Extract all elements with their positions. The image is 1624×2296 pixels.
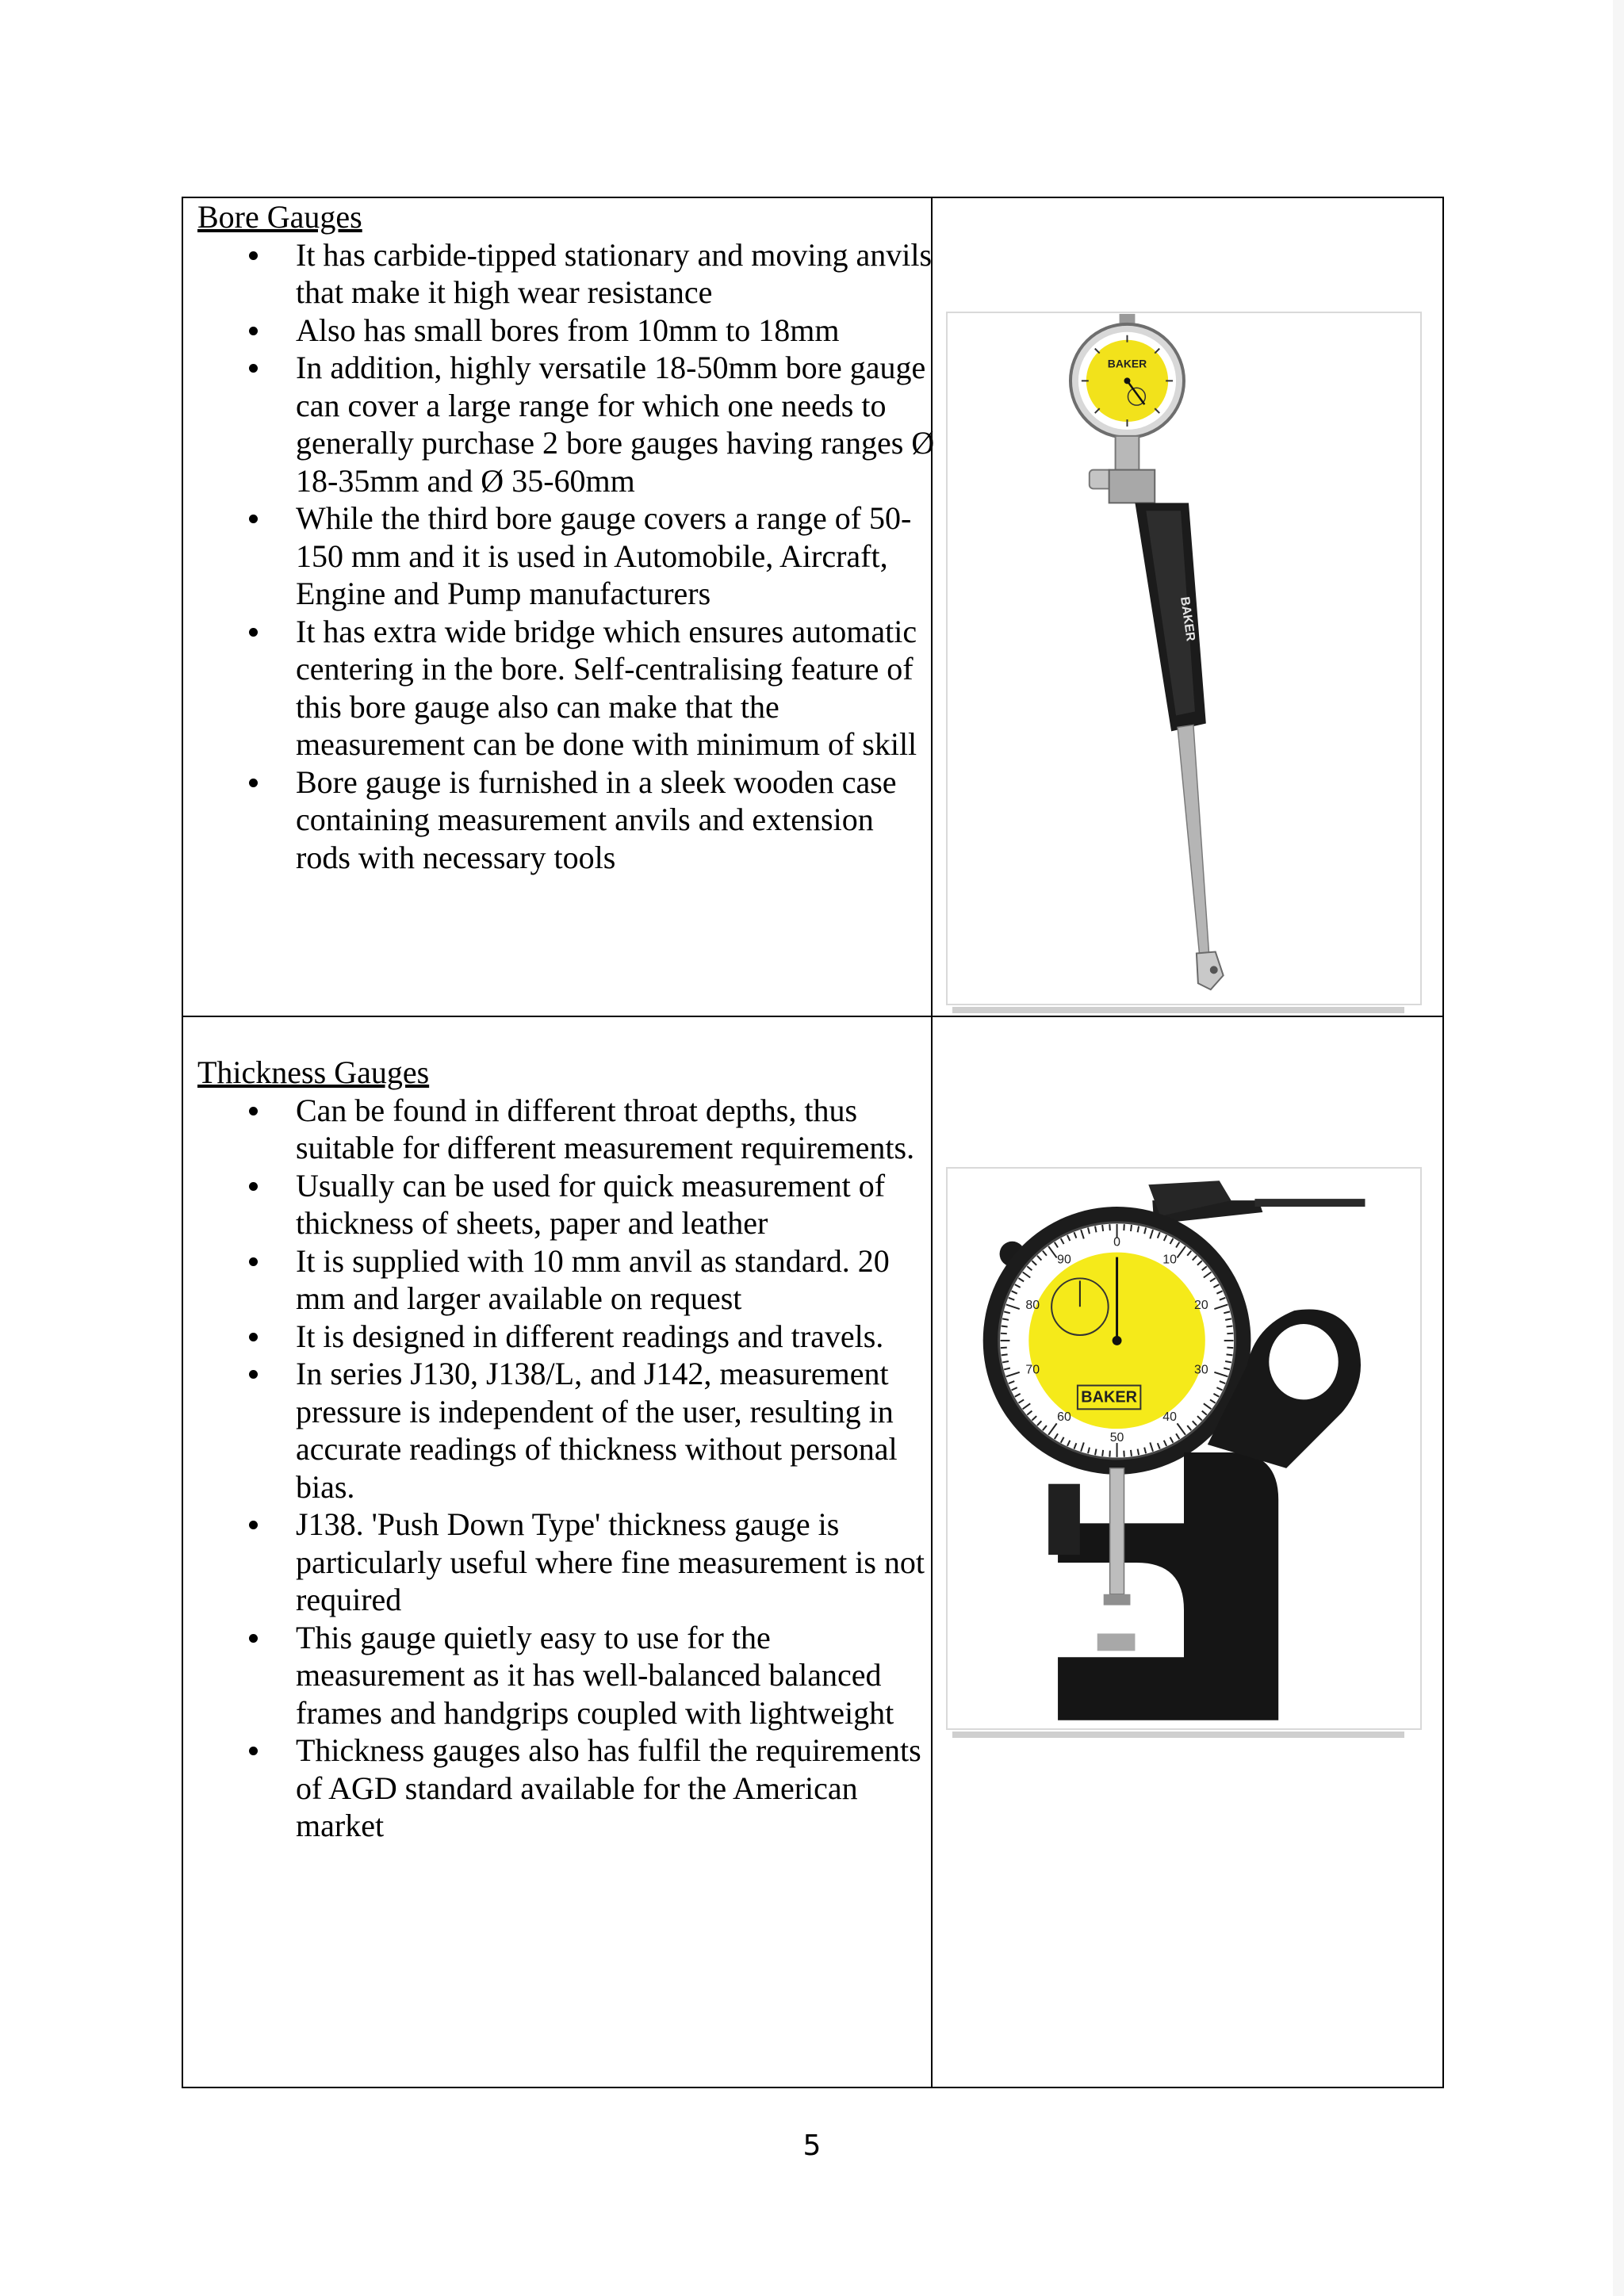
thickness-gauge-illustration	[948, 1169, 1420, 1728]
bullet-item: Bore gauge is furnished in a sleek wooden case containing measurement anvils and extension rods with necessary tools	[197, 763, 935, 877]
bore-dial-brand: BAKER	[1107, 357, 1147, 370]
bore-gauge-illustration	[948, 313, 1420, 1004]
bullet-item: While the third bore gauge covers a range of 50-150 mm and it is used in Automobile, Aircraft, Engine and Pump manufacturers	[197, 499, 935, 613]
bullet-item: Thickness gauges also has fulfil the requirements of AGD standard available for the American market	[197, 1732, 935, 1845]
row-divider	[183, 1016, 1442, 1017]
bullet-item: It is supplied with 10 mm anvil as standard. 20 mm and larger available on request	[197, 1242, 935, 1318]
bullet-item: In series J130, J138/L, and J142, measurement pressure is independent of the user, resulting in accurate readings of thickness without personal bias.	[197, 1355, 935, 1506]
dial-tick	[1131, 1225, 1132, 1231]
dial-number: 30	[1194, 1363, 1208, 1377]
dial-tick	[1102, 1225, 1103, 1231]
bullet-item: It has carbide-tipped stationary and moving anvils that make it high wear resistance	[197, 236, 935, 312]
dial-number: 40	[1162, 1410, 1177, 1425]
thickness-gauge-image	[946, 1167, 1422, 1730]
bullet-item: In addition, highly versatile 18-50mm bore gauge can cover a large range for which one needs to generally purchase 2 bore gauges having ranges Ø 18-35mm and Ø 35-60mm	[197, 349, 935, 499]
bullet-list	[197, 236, 935, 877]
svg-text:BAKER: BAKER	[1178, 595, 1197, 642]
thickness-gauges-cell	[197, 1054, 935, 1845]
bullet-list	[197, 1092, 935, 1845]
page-edge	[1613, 0, 1624, 2296]
dial-number: 20	[1194, 1299, 1208, 1313]
dial-number: 60	[1057, 1410, 1071, 1425]
bullet-item: Also has small bores from 10mm to 18mm	[197, 312, 935, 350]
dial-tick	[1102, 1450, 1103, 1456]
dial-number: 80	[1025, 1299, 1040, 1313]
dial-number: 50	[1109, 1431, 1124, 1445]
bullet-item: J138. 'Push Down Type' thickness gauge is particularly useful where fine measurement is not required	[197, 1506, 935, 1619]
dial-number: 90	[1057, 1253, 1071, 1267]
section-heading: Bore Gauges	[197, 199, 362, 235]
bullet-item: Usually can be used for quick measurement of thickness of sheets, paper and leather	[197, 1167, 935, 1242]
bore-gauges-cell	[197, 198, 935, 876]
section-heading: Thickness Gauges	[197, 1054, 430, 1090]
bullet-item: This gauge quietly easy to use for the measurement as it has well-balanced balanced frames and handgrips coupled with lightweight	[197, 1619, 935, 1732]
thick-dial-brand: BAKER	[1081, 1388, 1137, 1406]
bullet-item: Can be found in different throat depths, thus suitable for different measurement requirements.	[197, 1092, 935, 1167]
dial-number: 10	[1162, 1253, 1177, 1267]
content-table	[182, 197, 1444, 2088]
page-number: 5	[802, 2130, 822, 2162]
dial-number: 70	[1025, 1363, 1040, 1377]
dial-tick	[1131, 1450, 1132, 1456]
bullet-item: It has extra wide bridge which ensures automatic centering in the bore. Self-centralising feature of this bore gauge also can make that the measurement can be done with minimum of skill	[197, 613, 935, 763]
dial-number: 0	[1113, 1235, 1120, 1249]
dial-tick	[1002, 1354, 1008, 1355]
bullet-item: It is designed in different readings and travels.	[197, 1318, 935, 1356]
bore-gauge-image	[946, 312, 1422, 1005]
dial-tick	[1227, 1354, 1233, 1355]
